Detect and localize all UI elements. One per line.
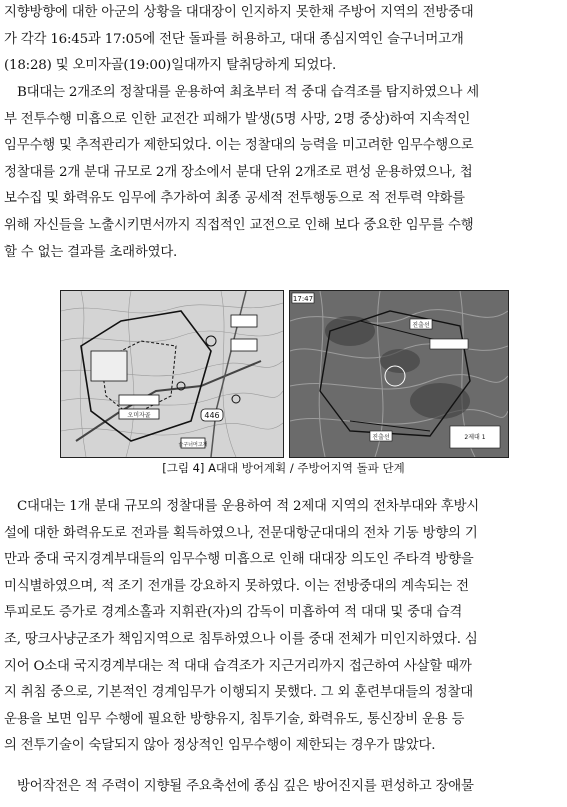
road-number-label: 446: [204, 411, 220, 420]
map-label-seulgu: 슬구너머고개: [178, 442, 208, 448]
map-label-second-echelon: 2제대 1: [464, 434, 486, 441]
map-time-label: 17:47: [292, 295, 314, 303]
map-label-omijagol: 오미자골: [127, 412, 151, 419]
text-line: B대대는 2개조의 정찰대를 운용하여 최초부터 적 중대 습격조를 탐지하였으나 세: [17, 85, 479, 100]
paragraph-4: [4, 774, 560, 801]
text-line: 가 각각 16:45과 17:05에 전단 돌파를 허용하고, 대대 종심지역인 슬구너머고개: [4, 31, 464, 47]
text-line: 임무수행 및 추적관리가 제한되었다. 이는 정찰대의 능력을 미고려한 임무수행으로: [4, 138, 474, 154]
defense-plan-map-image: [60, 290, 284, 458]
map-label-advance-line: 진출선: [412, 322, 430, 329]
text-line: 운용을 보면 임무 수행에 필요한 방향유지, 침투기술, 화력유도, 통신장비 운용 등: [4, 711, 465, 727]
text-line: 의 전투기술이 숙달되지 않아 정상적인 임무수행이 제한되는 경우가 많았다.: [4, 738, 436, 754]
text-line: 정찰대를 2개 분대 규모로 2개 장소에서 분대 단위 2개조로 편성 운용하였으나, 첩: [4, 164, 473, 180]
text-line: 부 전투수행 미흡으로 인한 교전간 피해가 발생(5명 사망, 2명 중상)하여 지속적인: [4, 111, 471, 127]
text-line: 지어 O소대 국지경계부대는 적 대대 습격조가 지근거리까지 접근하여 사살할 때까: [4, 658, 472, 674]
text-line: 설에 대한 화력유도로 전과를 획득하였으나, 전문대항군대대의 전차 기동 방향의 기: [4, 525, 478, 541]
text-line: 미식별하였으며, 적 조기 전개를 강요하지 못하였다. 이는 전방중대의 계속되는 전: [4, 578, 469, 594]
text-line: 할 수 없는 결과를 초래하였다.: [4, 244, 178, 260]
text-line: 방어작전은 적 주력이 지향될 주요축선에 종심 깊은 방어진지를 편성하고 장애물: [17, 779, 474, 794]
text-line: 보수집 및 화력유도 임무에 추가하여 최종 공세적 전투행동으로 적 전투력 약화를: [4, 191, 465, 207]
text-line: C대대는 1개 분대 규모의 정찰대를 운용하여 적 2제대 지역의 전차부대와 후방시: [17, 499, 480, 514]
text-line: (18:28) 및 오미자골(19:00)일대까지 탈취당하게 되었다.: [4, 58, 337, 74]
text-line: 지 취침 중으로, 기본적인 경계임무가 이행되지 못했다. 그 외 훈련부대들의 정찰대: [4, 685, 473, 701]
map-graphic: [61, 291, 283, 457]
text-line: 지향방향에 대한 아군의 상황을 대대장이 인지하지 못한채 주방어 지역의 전방중대: [4, 5, 474, 20]
map-graphic: [290, 291, 508, 457]
text-line: 조, 땅크사냥군조가 책임지역으로 침투하였으나 이를 중대 전체가 미인지하였다. 심: [4, 631, 478, 647]
map-label-advance-line-2: 진출선: [372, 434, 390, 441]
paragraph-1: [4, 0, 560, 80]
text-line: 위해 자신들을 노출시키면서까지 직접적인 교전으로 인해 보다 중요한 임무를 수행: [4, 217, 474, 233]
breakthrough-map-image: [289, 290, 509, 458]
text-line: 만과 중대 국지경계부대들의 임무수행 미흡으로 인해 대대장 의도인 주타격 방향을: [4, 552, 474, 568]
figure-caption: [그림 4] A대대 방어계획 / 주방어지역 돌파 단계: [162, 461, 405, 475]
paragraph-2: [4, 80, 560, 266]
paragraph-3: [4, 494, 560, 760]
text-line: 투피로도 증가로 경계소홀과 지휘관(자)의 감독이 미흡하여 적 대대 및 중대 습격: [4, 605, 463, 621]
